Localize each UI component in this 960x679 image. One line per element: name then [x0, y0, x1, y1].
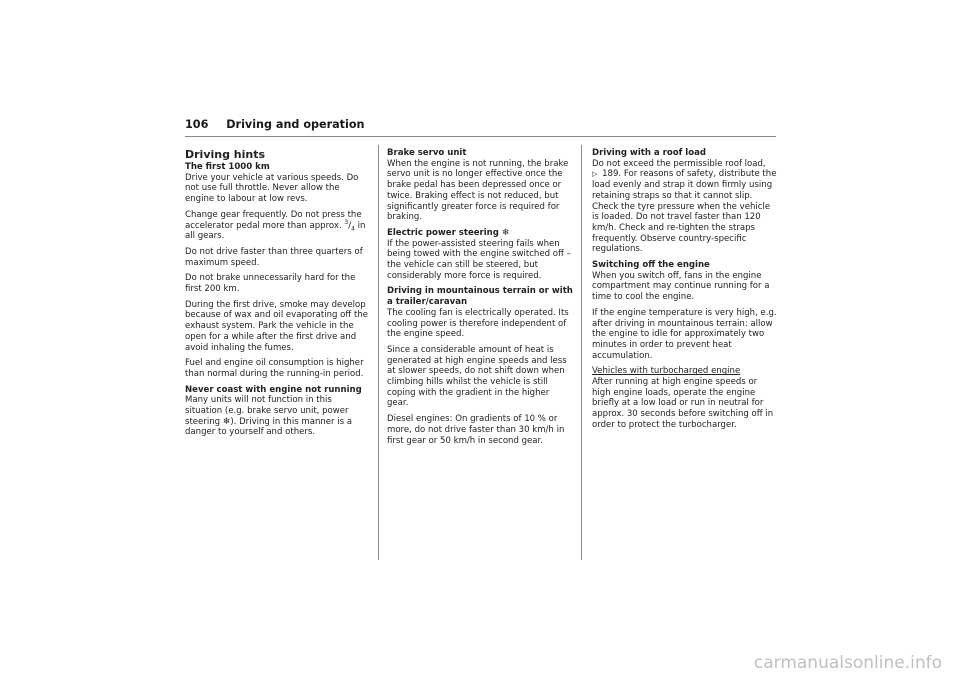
paragraph: During the first drive, smoke may develop because of wax and oil evaporating off the exhaust system. Park the vehicle in the open for a while after the first drive and avoid inhaling the fumes.: [185, 299, 369, 353]
paragraph: The cooling fan is electrically operated. Its cooling power is therefore independent of the engine speed.: [387, 307, 569, 340]
column-middle: [387, 148, 573, 451]
subheading: Never coast with engine not running: [185, 384, 362, 395]
subheading: The first 1000 km: [185, 162, 270, 172]
subheading: Brake servo unit: [387, 148, 467, 158]
paragraph: Do not drive faster than three quarters of maximum speed.: [185, 246, 363, 268]
paragraph: Many units will not function in this situation (e.g. brake servo unit, power steering ❄). Driving in this manner is a danger to yourself and others.: [185, 395, 353, 438]
page-number: 106: [185, 118, 209, 131]
section-title: Driving hints: [185, 148, 266, 161]
paragraph: Do not exceed the permissible roof load, ▷ 189. For reasons of safety, distribute the load evenly and strap it down firmly using retaining straps so that it cannot slip. Check the tyre pressure when the vehicle is loaded. Do not travel faster than 120 km/h. Check and re-tighten the straps frequently. Observe country-specific regulations.: [592, 158, 777, 255]
power-steering-icon: ❄: [222, 416, 231, 427]
page-header: [185, 118, 365, 131]
paragraph: If the power-assisted steering fails when being towed with the engine switched off – the vehicle can still be steered, but considerably more force is required.: [387, 238, 571, 281]
header-rule: [185, 136, 776, 137]
paragraph: When you switch off, fans in the engine compartment may continue running for a time to cool the engine.: [592, 270, 770, 303]
paragraph: Change gear frequently. Do not press the accelerator pedal more than approx. $^3/_4$ in all gears.: [185, 209, 366, 242]
paragraph: Diesel engines: On gradients of 10 % or more, do not drive faster than 30 km/h in first gear or 50 km/h in second gear.: [387, 414, 565, 446]
paragraph: After running at high engine speeds or high engine loads, operate the engine briefly at a low load or run in neutral for approx. 30 seconds before switching off in order to protect the turbocharger.: [592, 377, 774, 430]
subheading: Switching off the engine: [592, 260, 710, 271]
subheading: Electric power steering ❄: [387, 227, 510, 238]
underlined-subheading: Vehicles with turbocharged engine: [592, 366, 741, 377]
column-left: [185, 148, 369, 443]
subheading: Driving in mountainous terrain or with a trailer/caravan: [387, 286, 573, 308]
column-right: [592, 148, 778, 436]
column-divider: [581, 145, 582, 560]
paragraph: Do not brake unnecessarily hard for the first 200 km.: [185, 273, 356, 295]
paragraph: Drive your vehicle at various speeds. Do not use full throttle. Never allow the engine to labour at low revs.: [185, 172, 359, 205]
paragraph: Fuel and engine oil consumption is higher than normal during the running-in period.: [185, 358, 364, 379]
power-steering-icon: ❄: [501, 227, 510, 238]
cross-reference-arrow-icon: ▷: [592, 170, 598, 179]
watermark: carmanualsonline.info: [753, 653, 942, 673]
column-divider: [378, 145, 379, 560]
subheading: Driving with a roof load: [592, 148, 706, 158]
paragraph: When the engine is not running, the brake servo unit is no longer effective once the brake pedal has been depressed once or twice. Braking effect is not reduced, but significantly greater force is required for braking.: [387, 158, 569, 223]
paragraph: Since a considerable amount of heat is generated at high engine speeds and less at slower speeds, do not shift down when climbing hills whilst the vehicle is still coping with the gradient in the higher gear.: [387, 344, 567, 409]
paragraph: If the engine temperature is very high, e.g. after driving in mountainous terrain: allow the engine to idle for approximately two minutes in order to prevent heat accumulation.: [592, 307, 777, 361]
chapter-title: Driving and operation: [226, 118, 365, 131]
